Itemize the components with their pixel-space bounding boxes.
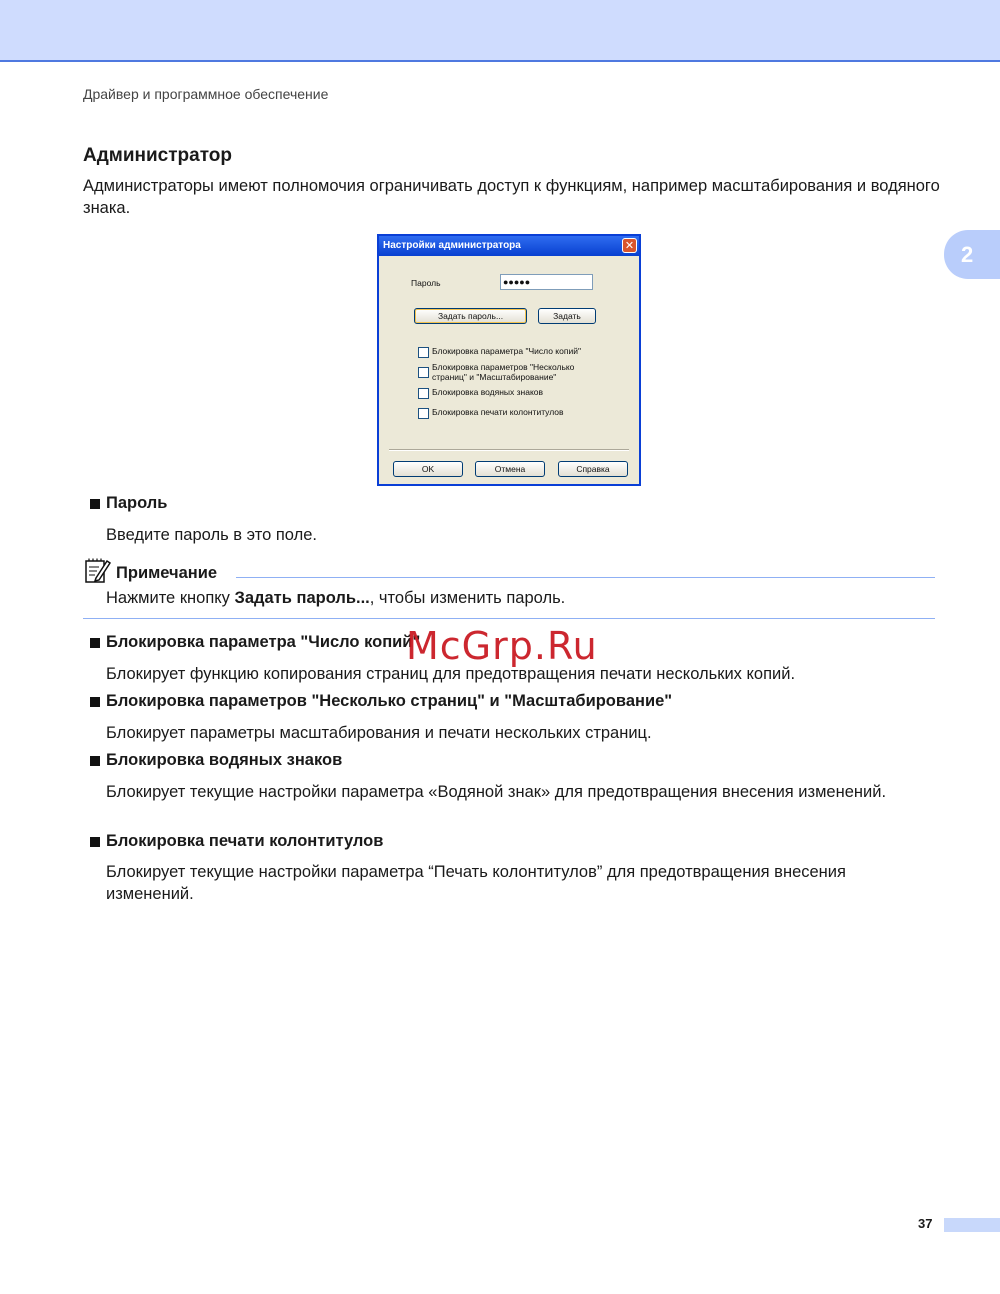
note-title: Примечание: [116, 564, 218, 582]
admin-settings-dialog: [377, 234, 641, 486]
site-watermark: McGrp.Ru: [406, 624, 598, 668]
bullet-heading-watermark: [90, 751, 342, 770]
checkbox[interactable]: [418, 347, 429, 358]
set-button[interactable]: Задать: [538, 308, 596, 324]
bullet-heading-copies: [90, 633, 420, 652]
bullet-square-icon: [90, 499, 100, 509]
bullet-heading-text: Пароль: [106, 494, 168, 512]
note-text: [106, 589, 565, 608]
bullet-body-multipage: Блокирует параметры масштабирования и печати нескольких страниц.: [106, 724, 652, 742]
checkbox-label: Блокировка печати колонтитулов: [432, 407, 564, 417]
bullet-heading-header-footer: [90, 832, 383, 851]
bullet-heading-multipage: [90, 692, 672, 711]
running-header: Драйвер и программное обеспечение: [83, 86, 329, 102]
note-rule-bottom: [83, 618, 935, 619]
bullet-heading-text: Блокировка параметра "Число копий": [106, 633, 421, 651]
help-button[interactable]: Справка: [558, 461, 628, 477]
bullet-body-password: Введите пароль в это поле.: [106, 526, 317, 544]
dialog-titlebar: [379, 236, 639, 256]
checkbox-row-multipage-scaling[interactable]: [418, 362, 592, 382]
checkbox-label: Блокировка параметров "Несколько страниц" и "Масштабирование": [432, 362, 575, 382]
note-text-before: Нажмите кнопку: [106, 589, 235, 607]
section-title: Администратор: [83, 145, 232, 166]
password-field[interactable]: ●●●●●: [500, 274, 593, 290]
cancel-button[interactable]: Отмена: [475, 461, 545, 477]
password-label: Пароль: [411, 278, 441, 288]
bullet-heading-text: Блокировка водяных знаков: [106, 751, 343, 769]
bullet-body-header-footer: Блокирует текущие настройки параметра “Печать колонтитулов” для предотвращения внесения изменений.: [106, 863, 846, 903]
checkbox-row-copies[interactable]: [418, 346, 592, 358]
bullet-square-icon: [90, 638, 100, 648]
chapter-tab: 2: [944, 230, 1000, 279]
checkbox-label: Блокировка параметра "Число копий": [432, 346, 581, 356]
bullet-body-watermark: Блокирует текущие настройки параметра «Водяной знак» для предотвращения внесения изменений.: [106, 783, 887, 801]
top-band: [0, 0, 1000, 62]
ok-button[interactable]: OK: [393, 461, 463, 477]
bullet-heading-text: Блокировка параметров "Несколько страниц" и "Масштабирование": [106, 692, 673, 710]
dialog-title: Настройки администратора: [383, 240, 521, 251]
note-text-bold: Задать пароль...: [234, 589, 370, 607]
intro-paragraph: Администраторы имеют полномочия ограничивать доступ к функциям, например масштабирования и водяного знака.: [83, 177, 940, 217]
note-pencil-icon: [84, 557, 112, 585]
checkbox-label: Блокировка водяных знаков: [432, 387, 544, 397]
checkbox-row-watermark[interactable]: [418, 387, 592, 399]
page-number: 37: [918, 1216, 933, 1231]
checkbox[interactable]: [418, 388, 429, 399]
close-icon[interactable]: ✕: [622, 238, 637, 253]
checkbox[interactable]: [418, 408, 429, 419]
page-number-band: [944, 1218, 1000, 1232]
checkbox[interactable]: [418, 367, 429, 378]
set-password-button[interactable]: Задать пароль...: [414, 308, 527, 324]
bullet-square-icon: [90, 697, 100, 707]
bullet-square-icon: [90, 837, 100, 847]
bullet-heading-password: [90, 494, 167, 513]
bullet-body-copies: Блокирует функцию копирования страниц для предотвращения печати нескольких копий.: [106, 665, 796, 683]
note-rule-top: [236, 577, 935, 578]
bullet-square-icon: [90, 756, 100, 766]
dialog-separator: [389, 449, 629, 451]
checkbox-row-header-footer[interactable]: [418, 407, 592, 419]
bullet-heading-text: Блокировка печати колонтитулов: [106, 832, 384, 850]
note-text-after: , чтобы изменить пароль.: [369, 589, 566, 607]
